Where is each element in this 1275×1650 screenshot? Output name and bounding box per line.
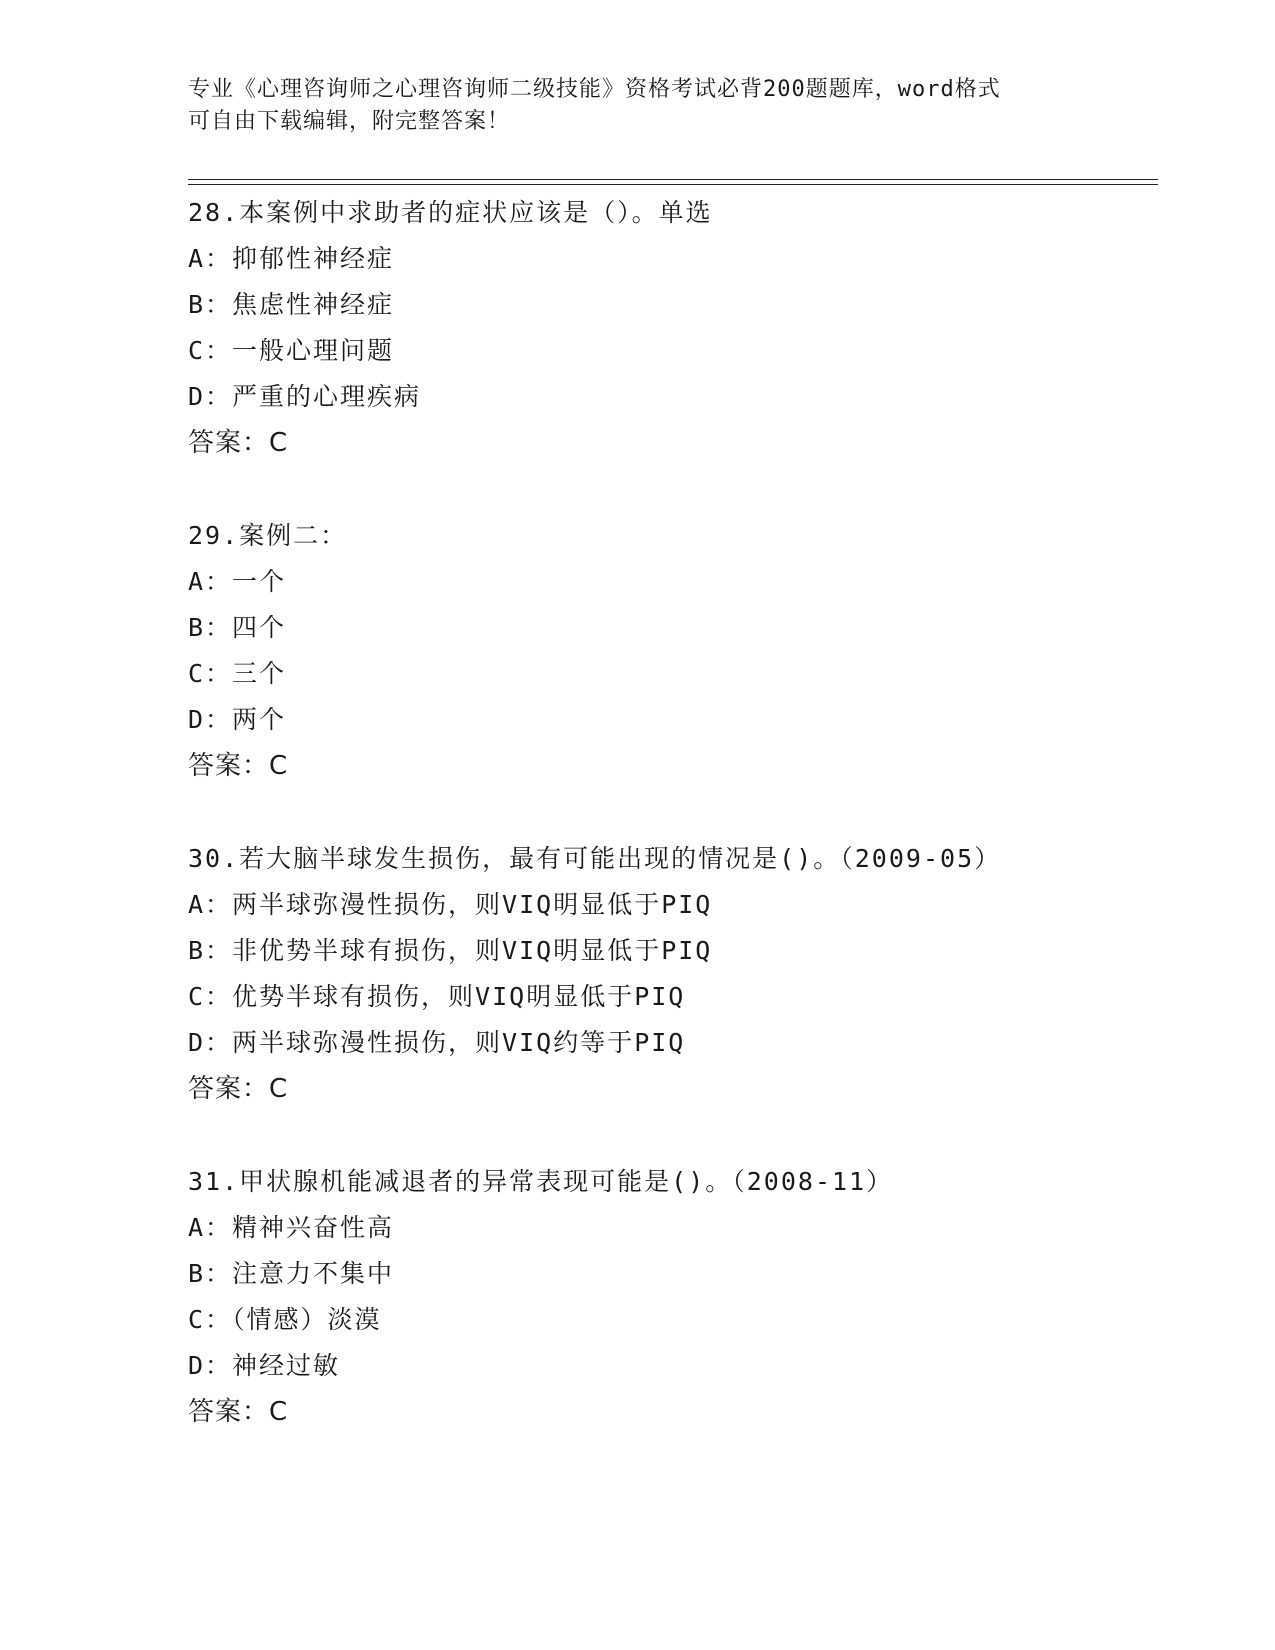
option-a: A：两半球弥漫性损伤，则VIQ明显低于PIQ [188,890,713,919]
option-d: D：两个 [188,705,287,734]
document-header [188,74,1088,138]
question-stem: 30.若大脑半球发生损伤，最有可能出现的情况是()。（2009-05） [188,844,1002,873]
option-b: B：非优势半球有损伤，则VIQ明显低于PIQ [188,936,713,965]
question-29 [188,513,1148,789]
option-d: D：严重的心理疾病 [188,382,422,411]
header-divider-top [188,179,1158,180]
option-c: C：一般心理问题 [188,336,395,365]
option-a: A：精神兴奋性高 [188,1213,395,1242]
option-b: B：注意力不集中 [188,1259,395,1288]
header-divider-bottom [188,184,1158,185]
question-stem: 29.案例二： [188,521,348,550]
answer: 答案：C [188,1397,289,1427]
option-c: C：三个 [188,659,287,688]
option-c: C：（情感）淡漠 [188,1305,382,1334]
option-b: B：四个 [188,613,287,642]
answer: 答案：C [188,751,289,781]
answer: 答案：C [188,428,289,458]
option-d: D：两半球弥漫性损伤，则VIQ约等于PIQ [188,1028,686,1057]
option-d: D：神经过敏 [188,1351,341,1380]
option-a: A：抑郁性神经症 [188,244,395,273]
header-line-1: 专业《心理咨询师之心理咨询师二级技能》资格考试必背200题题库，word格式 [188,77,1001,102]
option-b: B：焦虑性神经症 [188,290,395,319]
header-line-2: 可自由下载编辑，附完整答案！ [188,109,511,134]
question-stem: 28.本案例中求助者的症状应该是（）。单选 [188,198,713,227]
option-a: A：一个 [188,567,287,596]
question-list [188,190,1148,1482]
question-stem: 31.甲状腺机能减退者的异常表现可能是()。（2008-11） [188,1167,894,1196]
question-30 [188,836,1148,1112]
question-28 [188,190,1148,466]
question-31 [188,1159,1148,1435]
option-c: C：优势半球有损伤，则VIQ明显低于PIQ [188,982,686,1011]
answer: 答案：C [188,1074,289,1104]
